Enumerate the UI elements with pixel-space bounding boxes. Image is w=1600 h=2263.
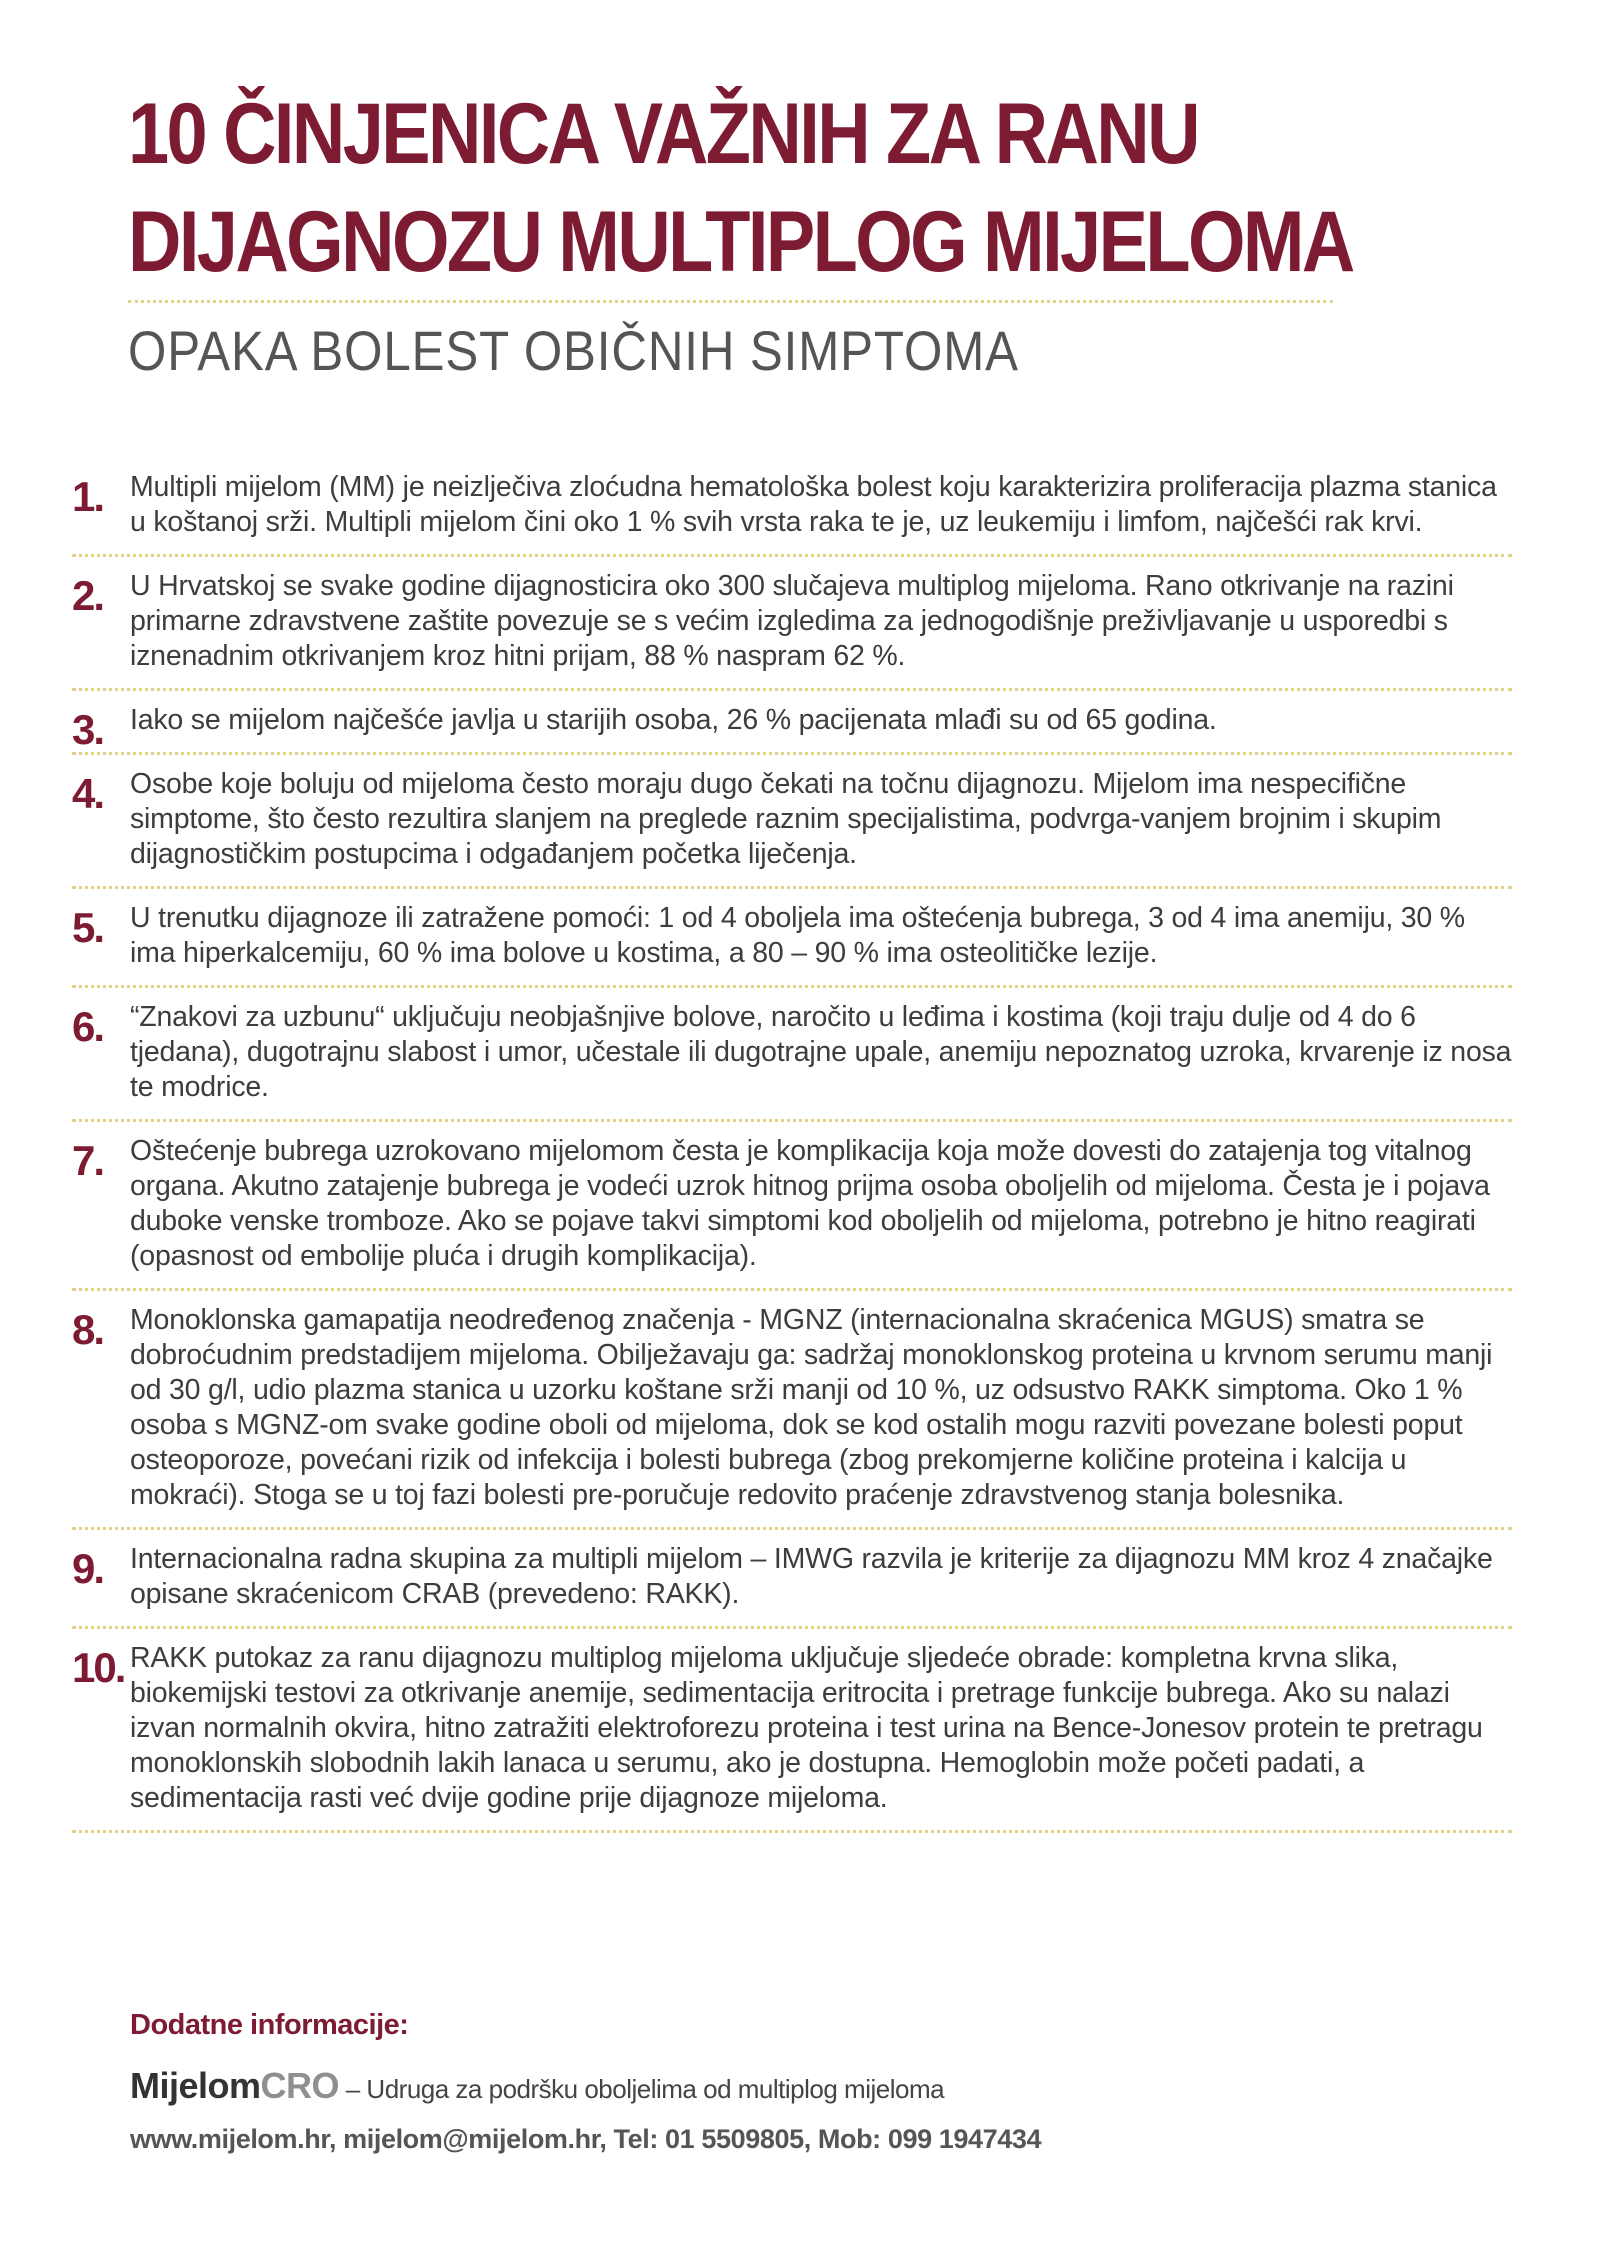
- fact-number: 3.: [72, 706, 104, 753]
- fact-text: Osobe koje boluju od mijeloma često moraju dugo čekati na točnu dijagnozu. Mijelom ima nespecifične simptome, što često rezultira slanjem na preglede raznim specijalistima, podvrga-vanjem brojnim i skupim dijagnostičkim postupcima i odgađanjem početka liječenja.: [130, 768, 1442, 870]
- fact-item-1: [72, 470, 1512, 557]
- facts-list: [72, 470, 1512, 1845]
- fact-number: 8.: [72, 1306, 104, 1353]
- fact-item-4: [72, 767, 1512, 889]
- fact-text: Multipli mijelom (MM) je neizlječiva zloćudna hematološka bolest koju karakterizira proliferacija plazma stanica u koštanoj srži. Multipli mijelom čini oko 1 % svih vrsta raka te je, uz leukemiju i limfom, najčešći rak krvi.: [130, 471, 1497, 538]
- fact-text: Internacionalna radna skupina za multipli mijelom – IMWG razvila je kriterije za dijagnozu MM kroz 4 značajke opisane skraćenicom CRAB (prevedeno: RAKK).: [130, 1543, 1493, 1610]
- page-title: [128, 80, 1353, 296]
- fact-number: 9.: [72, 1545, 104, 1592]
- title-line-2: DIJAGNOZU MULTIPLOG MIJELOMA: [128, 194, 1353, 290]
- more-info-label: Dodatne informacije:: [130, 2009, 409, 2041]
- fact-item-3: [72, 703, 1512, 755]
- fact-text: Oštećenje bubrega uzrokovano mijelomom česta je komplikacija koja može dovesti do zatajenja tog vitalnog organa. Akutno zatajenje bubrega je vodeći uzrok hitnog prijma osoba oboljelih od mijeloma. Česta je i pojava duboke venske tromboze. Ako se pojave takvi simptomi kod oboljelih od mijeloma, potrebno je hitno reagirati (opasnost od embolije pluća i drugih komplikacija).: [130, 1135, 1490, 1272]
- fact-item-9: [72, 1542, 1512, 1629]
- organization-description: – Udruga za podršku oboljelima od multiplog mijeloma: [339, 2074, 945, 2104]
- title-divider: [128, 300, 1333, 303]
- title-line-1: 10 ČINJENICA VAŽNIH ZA RANU: [128, 86, 1198, 182]
- organization-line: [130, 2066, 944, 2109]
- mijelomcro-logo: [130, 2065, 339, 2106]
- fact-text: U Hrvatskoj se svake godine dijagnosticira oko 300 slučajeva multiplog mijeloma. Rano otkrivanje na razini primarne zdravstvene zaštite povezuje se s većim izgledima za jednogodišnje preživljavanje u usporedbi s iznenadnim otkrivanjem kroz hitni prijam, 88 % naspram 62 %.: [130, 570, 1454, 672]
- fact-text: Iako se mijelom najčešće javlja u starijih osoba, 26 % pacijenata mlađi su od 65 godina.: [130, 704, 1217, 736]
- fact-item-6: [72, 1000, 1512, 1122]
- fact-number: 10.: [72, 1644, 125, 1691]
- fact-item-8: [72, 1303, 1512, 1530]
- fact-item-2: [72, 569, 1512, 691]
- fact-item-10: [72, 1641, 1512, 1833]
- fact-text: Monoklonska gamapatija neodređenog značenja - MGNZ (internacionalna skraćenica MGUS) smatra se dobroćudnim predstadijem mijeloma. Obilježavaju ga: sadržaj monoklonskog proteina u krvnom serumu manji od 30 g/l, udio plazma stanica u uzorku koštane srži manji od 10 %, uz odsustvo RAKK simptoma. Oko 1 % osoba s MGNZ-om svake godine oboli od mijeloma, dok se kod ostalih mogu razviti povezane bolesti poput osteoporoze, povećani rizik od infekcija i bolesti bubrega (zbog prekomjerne količine proteina i kalcija u mokraći). Stoga se u toj fazi bolesti pre-poručuje redovito praćenje zdravstvenog stanja bolesnika.: [130, 1304, 1493, 1511]
- fact-number: 7.: [72, 1137, 104, 1184]
- fact-text: “Znakovi za uzbunu“ uključuju neobjašnjive bolove, naročito u leđima i kostima (koji traju dulje od 4 do 6 tjedana), dugotrajnu slabost i umor, učestale ili dugotrajne upale, anemiju nepoznatog uzroka, krvarenje iz nosa te modrice.: [130, 1001, 1512, 1103]
- fact-number: 1.: [72, 473, 104, 520]
- fact-number: 5.: [72, 904, 104, 951]
- logo-text-main: Mijelom: [130, 2065, 261, 2106]
- page-subtitle: OPAKA BOLEST OBIČNIH SIMPTOMA: [128, 319, 1019, 382]
- fact-text: U trenutku dijagnoze ili zatražene pomoći: 1 od 4 oboljela ima oštećenja bubrega, 3 od 4 ima anemiju, 30 % ima hiperkalcemiju, 60 % ima bolove u kostima, a 80 – 90 % ima osteolitičke lezije.: [130, 902, 1465, 969]
- logo-text-cro: CRO: [260, 2065, 340, 2106]
- contact-info: www.mijelom.hr, mijelom@mijelom.hr, Tel: 01 5509805, Mob: 099 1947434: [130, 2124, 1042, 2154]
- fact-number: 2.: [72, 572, 104, 619]
- fact-item-7: [72, 1134, 1512, 1291]
- fact-text: RAKK putokaz za ranu dijagnozu multiplog mijeloma uključuje sljedeće obrade: kompletna krvna slika, biokemijski testovi za otkrivanje anemije, sedimentacija eritrocita i pretrage funkcije bubrega. Ako su nalazi izvan normalnih okvira, hitno zatražiti elektroforezu proteina i test urina na Bence-Jonesov protein te pretragu monoklonskih slobodnih lakih lanaca u serumu, ako je dostupna. Hemoglobin može početi padati, a sedimentacija rasti već dvije godine prije dijagnoze mijeloma.: [130, 1642, 1483, 1814]
- fact-item-5: [72, 901, 1512, 988]
- fact-number: 6.: [72, 1003, 104, 1050]
- fact-number: 4.: [72, 770, 104, 817]
